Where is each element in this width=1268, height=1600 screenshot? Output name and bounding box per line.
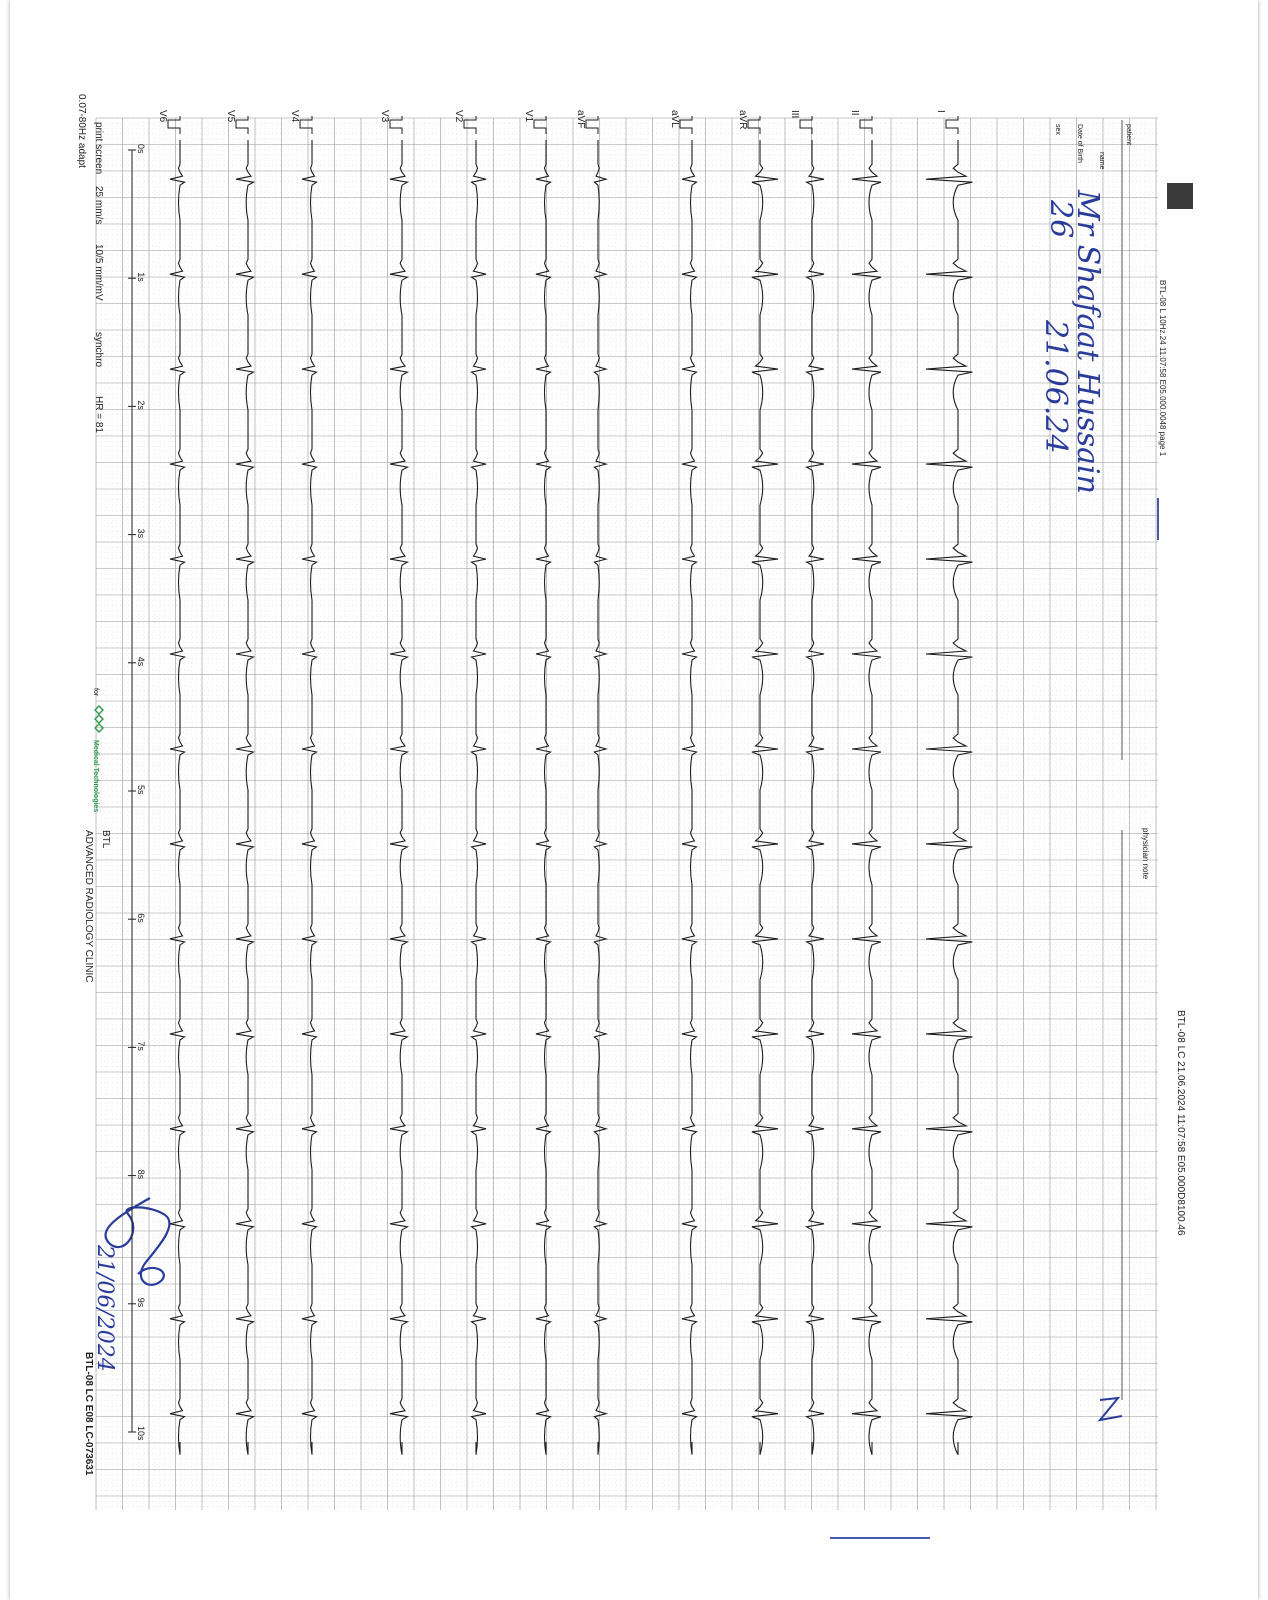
heart-rate-label: HR = 81 xyxy=(93,396,104,433)
label-patient: patient xyxy=(1125,124,1132,146)
lead-label-V3: V3 xyxy=(379,110,390,123)
sync-label: synchro xyxy=(93,332,104,368)
time-mark-9s: 9s xyxy=(136,1297,146,1308)
filter-label: 0.07-80Hz adapt xyxy=(76,94,87,168)
label-dob: Date of Birth xyxy=(1076,124,1083,163)
time-mark-7s: 7s xyxy=(136,1041,146,1051)
mode-label: print screen xyxy=(93,122,104,175)
label-sex: sex xyxy=(1054,124,1061,135)
lead-label-V4: V4 xyxy=(289,110,300,123)
clinic-brand: BTL xyxy=(100,830,111,849)
page-header: BTL-08 L 10Hz.24 11:07:58 E05.000.0048 page 1 xyxy=(1158,280,1167,457)
time-mark-5s: 5s xyxy=(136,785,146,795)
calibration-pulse-II xyxy=(860,116,872,134)
time-mark-1s: 1s xyxy=(136,272,146,282)
time-mark-3s: 3s xyxy=(136,528,146,539)
time-mark-6s: 6s xyxy=(136,913,146,923)
time-mark-10s: 10s xyxy=(136,1426,146,1441)
lead-label-V1: V1 xyxy=(523,110,534,123)
calibration-pulse-V2 xyxy=(464,116,476,134)
handwritten-patient-name: Mr Shafaat Hussain xyxy=(1070,190,1105,494)
signature-date: 21/06/2024 xyxy=(92,1245,117,1372)
clinic-logo-text: Medical Technologies xyxy=(92,740,99,813)
lead-label-V6: V6 xyxy=(157,110,168,123)
calibration-pulse-I xyxy=(946,116,958,134)
handwritten-age: 26 xyxy=(1043,200,1078,239)
calibration-pulse-V6 xyxy=(168,116,180,134)
ecg-traces xyxy=(168,116,972,1455)
time-mark-0s: 0s xyxy=(136,144,146,154)
lead-label-II: II xyxy=(849,110,860,116)
time-marks xyxy=(128,144,146,1441)
calibration-pulse-V4 xyxy=(300,116,312,134)
device-serial: BTL-08 LC E08 LC-073631 xyxy=(83,1352,94,1476)
speed-label: 25 mm/s xyxy=(93,186,104,225)
ecg-grid xyxy=(96,118,1158,1510)
handwritten-date: 21.06.24 xyxy=(1038,320,1073,454)
lead-label-I: I xyxy=(935,110,946,113)
gain-label: 10/5 mm/mV xyxy=(93,244,104,301)
lead-label-III: III xyxy=(789,110,800,119)
lead-label-V2: V2 xyxy=(453,110,464,123)
time-mark-2s: 2s xyxy=(136,400,146,410)
device-header: BTL-08 LC 21.06.2024 11:07:58 E05.000D8100.46 xyxy=(1175,1010,1186,1236)
label-name: name xyxy=(1098,152,1105,170)
calibration-pulse-V5 xyxy=(236,116,248,134)
lead-label-V5: V5 xyxy=(225,110,236,123)
lead-label-aVR: aVR xyxy=(737,110,748,130)
lead-label-aVF: aVF xyxy=(575,110,586,129)
physician-note-label: physician note xyxy=(1141,828,1150,880)
corner-mark xyxy=(1167,183,1193,209)
calibration-pulse-aVF xyxy=(586,116,598,134)
lead-label-aVL: aVL xyxy=(669,110,680,128)
time-mark-4s: 4s xyxy=(136,656,146,667)
clinic-name: ADVANCED RADIOLOGY CLINIC xyxy=(83,830,94,983)
calibration-pulse-aVL xyxy=(680,116,692,134)
clinic-for-label: for xyxy=(92,688,99,697)
calibration-pulse-V3 xyxy=(390,116,402,134)
time-mark-8s: 8s xyxy=(136,1169,146,1180)
